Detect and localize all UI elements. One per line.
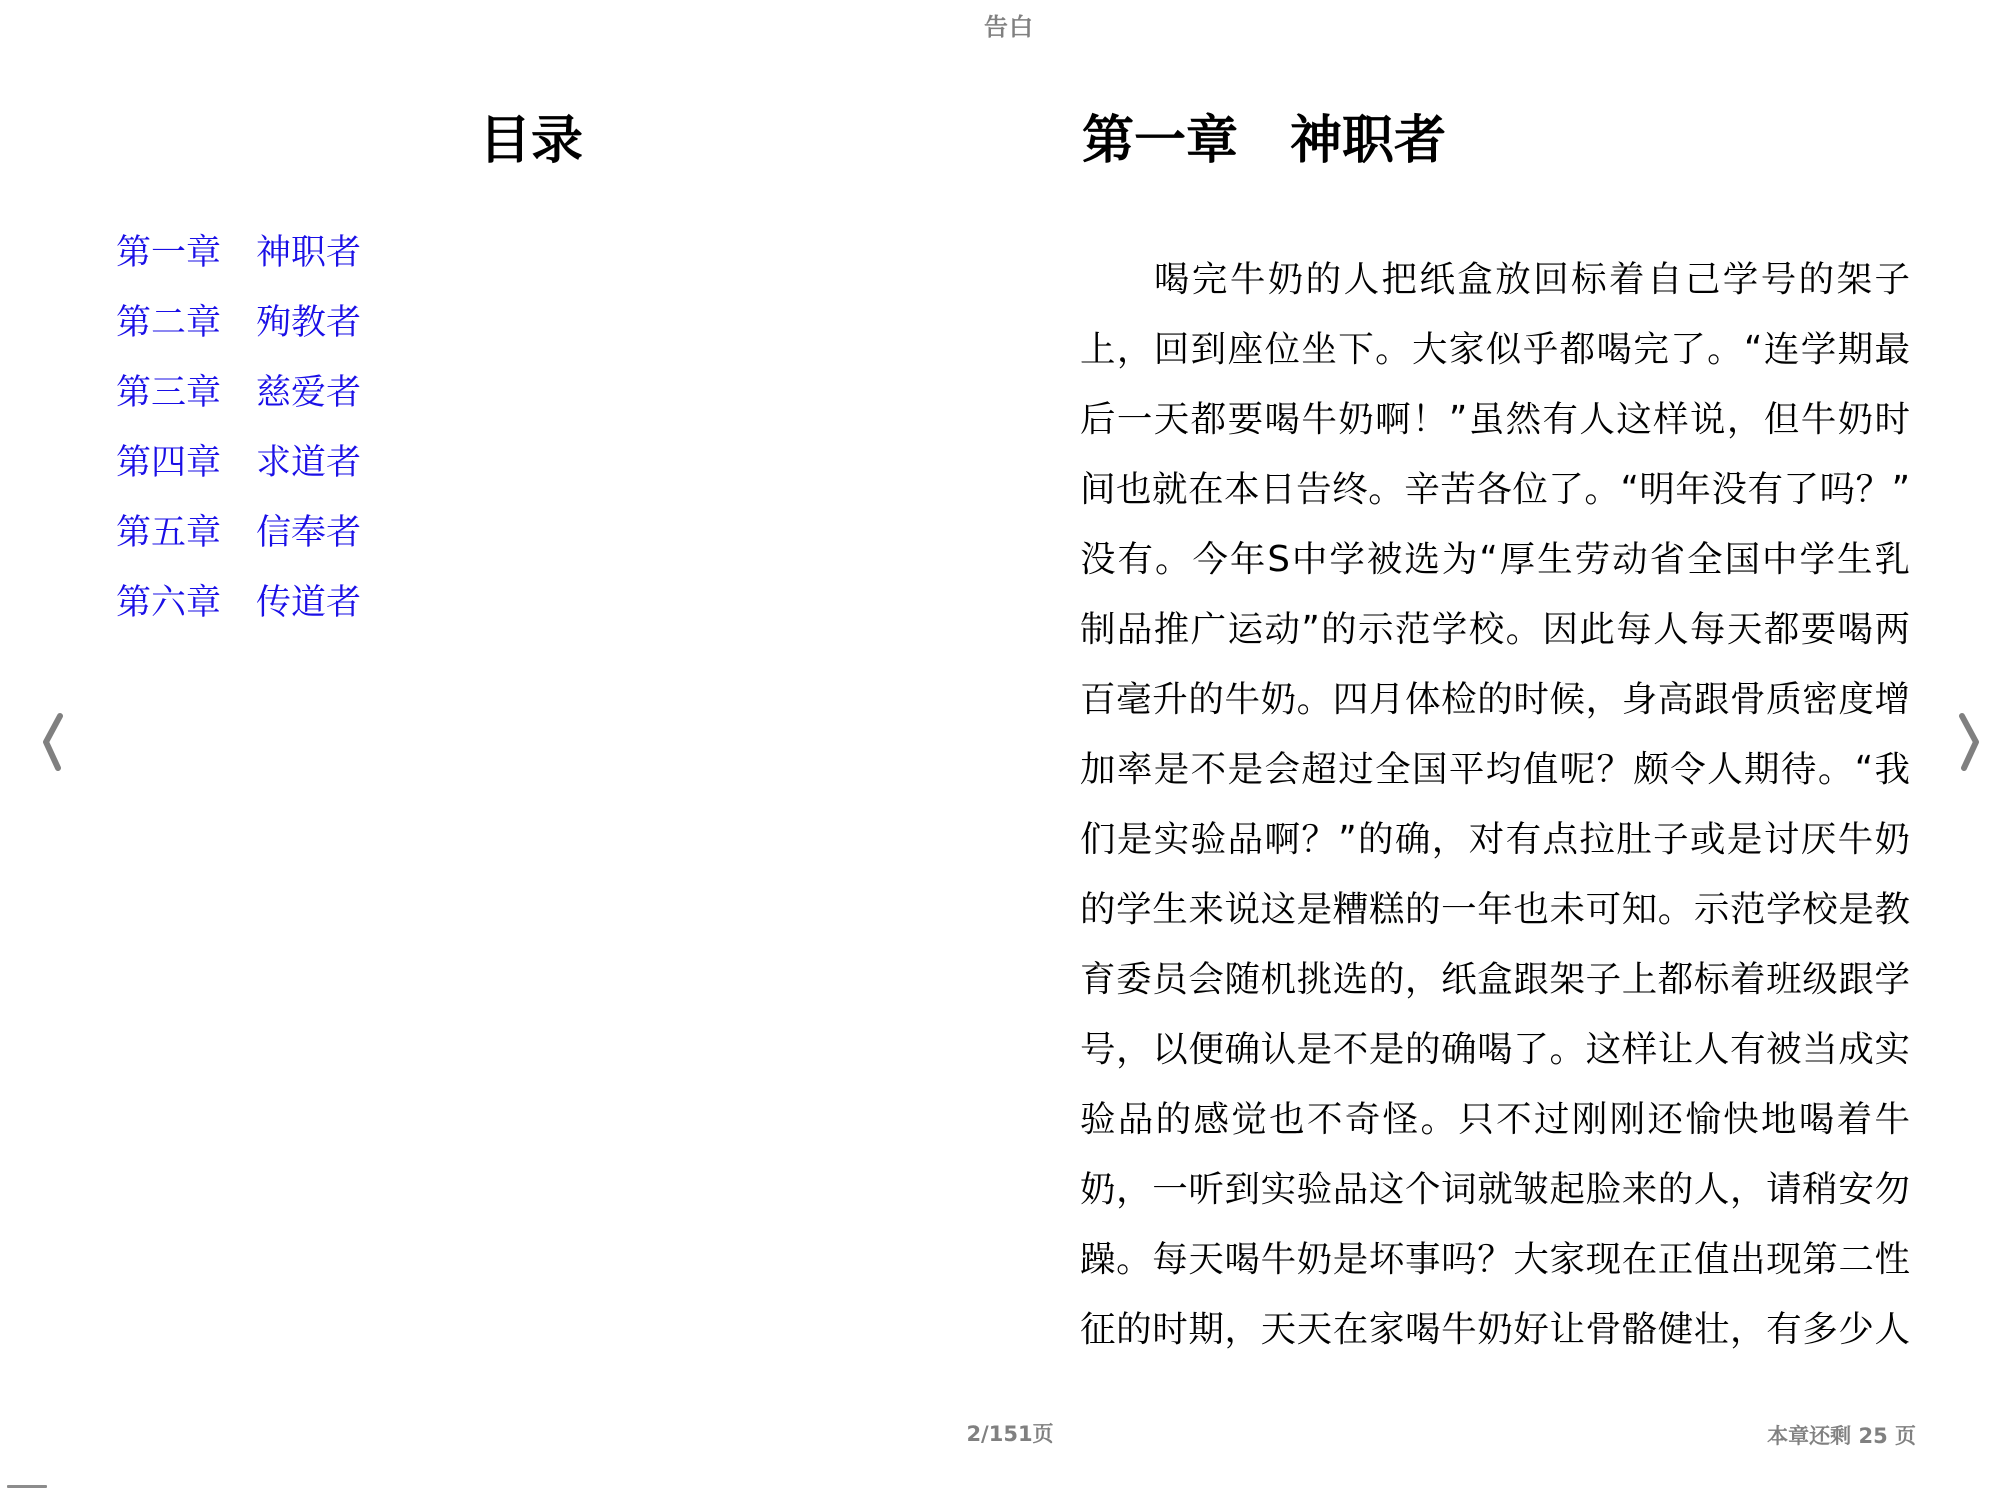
toc-item-chapter-6[interactable]: 第六章 传道者 [116,583,362,623]
chapter-remaining-pages: 本章还剩 25 页 [1767,1424,1916,1448]
body-line: 加率是不是会超过全国平均值呢？颇令人期待。“我 [1080,749,1910,790]
body-line: 征的时期，天天在家喝牛奶好让骨骼健壮，有多少人 [1080,1309,1910,1350]
body-line: 的学生来说这是糟糕的一年也未可知。示范学校是教 [1080,889,1910,930]
body-line: 号，以便确认是不是的确喝了。这样让人有被当成实 [1080,1029,1910,1070]
toc-item-chapter-4[interactable]: 第四章 求道者 [116,443,362,483]
toc-item-chapter-5[interactable]: 第五章 信奉者 [116,513,362,553]
toc-list [116,218,361,638]
left-page-table-of-contents [116,0,946,1400]
body-line: 没有。今年S中学被选为“厚生劳动省全国中学生乳 [1080,539,1910,580]
toc-item-chapter-2[interactable]: 第二章 殉教者 [116,303,362,343]
body-line: 上，回到座位坐下。大家似乎都喝完了。“连学期最 [1080,329,1910,370]
body-line: 后一天都要喝牛奶啊！”虽然有人这样说，但牛奶时 [1080,399,1910,440]
body-line: 们是实验品啊？”的确，对有点拉肚子或是讨厌牛奶 [1080,819,1910,860]
body-line: 育委员会随机挑选的，纸盒跟架子上都标着班级跟学 [1080,959,1910,1000]
body-line: 奶，一听到实验品这个词就皱起脸来的人，请稍安勿 [1080,1169,1910,1210]
next-page-button[interactable] [1948,708,1984,778]
page-indicator: 2/151页 [966,1422,1054,1446]
body-line: 喝完牛奶的人把纸盒放回标着自己学号的架子 [1154,259,1910,300]
chapter-heading: 第一章 神职者 [1082,111,1447,171]
toc-item-chapter-1[interactable]: 第一章 神职者 [116,233,362,273]
toc-item-chapter-3[interactable]: 第三章 慈爱者 [116,373,362,413]
chevron-left-icon [34,708,70,778]
toc-heading: 目录 [478,111,583,171]
previous-page-button[interactable] [34,708,70,778]
chevron-right-icon [1948,708,1984,778]
body-line: 百毫升的牛奶。四月体检的时候，身高跟骨质密度增 [1080,679,1910,720]
book-title: 告白 [984,13,1034,41]
body-line: 制品推广运动”的示范学校。因此每人每天都要喝两 [1080,609,1910,650]
right-page-chapter [1080,0,1910,1400]
body-line: 间也就在本日告终。辛苦各位了。“明年没有了吗？” [1080,469,1910,510]
body-line: 躁。每天喝牛奶是坏事吗？大家现在正值出现第二性 [1080,1239,1910,1280]
body-line: 验品的感觉也不奇怪。只不过刚刚还愉快地喝着牛 [1080,1099,1910,1140]
chapter-body [1080,245,1910,1365]
